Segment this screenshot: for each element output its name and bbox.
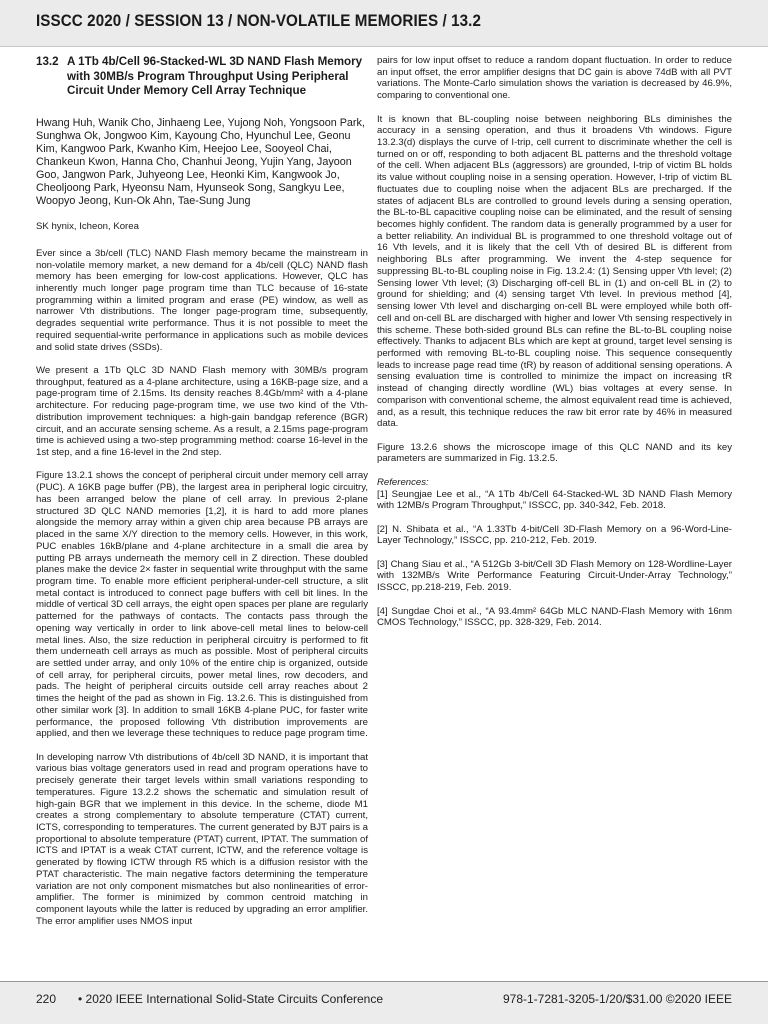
running-head: ISSCC 2020 / SESSION 13 / NON-VOLATILE MEMORIES / 13.2 [36, 12, 482, 30]
page-footer [0, 982, 768, 1024]
reference-item: [4] Sungdae Choi et al., “A 93.4mm² 64Gb MLC NAND-Flash Memory with 16nm CMOS Technology,” ISSCC, pp. 328-329, Feb. 2014. [377, 605, 732, 629]
isbn-copyright: 978-1-7281-3205-1/20/$31.00 ©2020 IEEE [502, 992, 732, 1006]
paper-title: A 1Tb 4b/Cell 96-Stacked-WL 3D NAND Flash Memory with 30MB/s Program Throughput Using Peripheral Circuit Under Memory Cell Array Technique [67, 55, 363, 97]
paragraph: In developing narrow Vth distributions of 4b/cell 3D NAND, it is important that various bias voltage generators used in read and program operations have to precisely generate their target levels within small variations responding to temperatures. Figure 13.2.2 shows the schematic and simulation result of high-gain BGR that we implement in this device. In the scheme, diode M1 creates a strong complementary to absolute temperature (CTAT) current, ICTS, corresponding to temperatures. The current generated by BJT pairs is a proportional to absolute temperature (PTAT) current, IPTAT. The summation of ICTS and IPTAT is a weak CTAT current, ICTW, and the reference voltage is generated by flowing ICTW through R5 which is a diffusion resistor with the PTAT characteristic. The main negative factors determining the temperature variation are not only component mismatches but also nonlinearities of error-amplifier. The former is minimized by common centroid matching in component layouts while the latter is reduced by upgrading an error amplifier. The error amplifier uses NMOS input [36, 751, 368, 927]
paragraph: We present a 1Tb QLC 3D NAND Flash memory with 30MB/s program throughput, featured as a 4-plane architecture, using a 16KB-page size, and a page-program time of 2.15ms. Its density reaches 8.4Gb/mm² with a 4-plane architecture. For reducing page-program time, we use two kind of the Vth-distribution improvement techniques: a high-gain bandgap reference (BGR) circuit, and an accurate sensing scheme. As a result, a 2.15ms page-program time is achieved using a two-step programming method: coarse 16-level in the 1st step, and a fine 16-level in the 2nd step. [36, 365, 368, 459]
paper-number: 13.2 [36, 55, 59, 68]
references-heading: References: [377, 476, 429, 488]
paragraph: Figure 13.2.1 shows the concept of peripheral circuit under memory cell array (PUC). A 16KB page buffer (PB), the largest area in peripheral logic circuitry, has been arranged below the plane of cell array. In previous 2-plane structured 3D QLC NAND memories [1,2], it is hard to add more planes alongside the memory array within a given chip area because PB arrays are placed in the same X/Y direction to the memory cells. However, in this work, PUC enables 16kB/plane and 4-plane architecture in a small die area by putting PB arrays underneath the memory cell in Z direction. These doubled planes make the device 2× faster in sequential write throughput with the same program time. To enable more efficient peripheral-under-cell structure, a slit metal contact is introduced to connect page buffers with cell bit lines. In the middle of vertical 3D cell arrays, the eight open spaces per plane are regularly patterned for the pathways of contacts. The contacts pass through the opening way vertically in order to link above-cell metal lines to below-cell metal lines. Also, the size reduction in peripheral circuitry is performed to fit them underneath cell arrays as much as possible. Most of peripheral circuits are settled under array, and only 10% of the entire chip is organized, outside of cell array, for peripheral circuits, power metal lines, row decoders, and pads. The height of peripheral circuits outside cell array reaches about 2 times the height of the pad as shown in Fig. 13.2.6. This is distinguished from other similar work [3]. In addition to small 16KB 4-plane PUC, for faster write performance, the proposed following Vth distribution improvements are applied, and then we leverage these techniques to reduce page program time. [36, 470, 368, 740]
paragraph: pairs for low input offset to reduce a random dopant fluctuation. In order to reduce an input offset, the error amplifier designs that DC gain is above 74dB with all PVT variations. The Monte-Carlo simulation shows the variation is decreased by 46.9%, comparing to conventional one. [377, 55, 732, 102]
reference-item: [2] N. Shibata et al., “A 1.33Tb 4-bit/Cell 3D-Flash Memory on a 96-Word-Line-Layer Technology,” ISSCC, pp. 210-212, Feb. 2019. [377, 523, 732, 547]
conference-name: • 2020 IEEE International Solid-State Circuits Conference [78, 992, 384, 1006]
left-column [36, 55, 368, 939]
paragraph: Ever since a 3b/cell (TLC) NAND Flash memory became the mainstream in non-volatile memory market, a new demand for a 4b/cell (QLC) NAND flash memory has been emerging for low-cost applications. However, QLC has inherently much longer page program time than TLC because of 16-state programming within a limited program and erase (PE) window, as well as narrower Vth distributions. The longer page-program time, subsequently, degrades sequential write performance. Thus it is not possible to meet the required sequential-write performance in applications such as mobile devices and solid state drives (SSDs). [36, 247, 368, 353]
paragraph: Figure 13.2.6 shows the microscope image of this QLC NAND and its key parameters are summarized in Fig. 13.2.5. [377, 441, 732, 465]
page-header [0, 0, 768, 47]
reference-item: [1] Seungjae Lee et al., “A 1Tb 4b/Cell 64-Stacked-WL 3D NAND Flash Memory with 12MB/s Program Throughput,” ISSCC, pp. 340-342, Feb. 2018. [377, 488, 732, 512]
paper-title-block [36, 55, 368, 99]
affiliation: SK hynix, Icheon, Korea [36, 221, 139, 233]
paragraph: It is known that BL-coupling noise between neighboring BLs diminishes the accuracy in a sensing operation, and thus it broadens Vth windows. Figure 13.2.3(d) displays the curve of I-trip, cell current to discriminate whether the cell is turned on or off, responding to both adjacent BL patterns and the threshold voltage of the cell. When adjacent BLs (aggressors) are grounded, I-trip of victim BL holds its value without coupling noise in a sensing operation. However, I-trip of victim BL fluctuates due to coupling noise when the adjacent BLs are precharged. If the states of adjacent BLs are controlled to ground levels during a sensing operation, the BL-to-BL capacitive coupling noise can be eliminated, and the result of sensing becomes highly confident. The random data is generally programmed by a user for a better reliability. An individual BL is programmed to one threshold voltage out of 16 Vth levels, and it is likely that the cell Vth of desired BL is different from neighboring BLs after programming. We invent the 4-step sequence for suppressing BL-to-BL coupling noise in Fig. 13.2.4: (1) Sensing upper Vth level; (2) Sensing lower Vth level; (3) Discharging off-cell BL in (1) and on-cell BL in (2) to ground for shielding; and (4) sensing target Vth level. In previous method [4], sensing lower Vth level and discharging on-cell BL were employed while both off-cell and on-cell BL are discharged with higher and lower Vth sensing respectively in this scheme. These both-sided ground BLs can refine the BL-to-BL coupling noise effectively. Thanks to adjacent BLs which are kept at ground, target level sensing is performed with removing BL-to-BL coupling noise. This sequence consequently leads to increase page read time (tR) by reason of additional sensing operations. A sensing evaluation time is controlled to minimize the impact on increasing tR instead of changing directly wordline (WL) bias voltages at every sense. In comparison with conventional scheme, the almost equivalent read time is achieved, and, as a result, this technique reduces the raw bit error rate by 46% in measured data. [377, 113, 732, 430]
author-list: Hwang Huh, Wanik Cho, Jinhaeng Lee, Yujong Noh, Yongsoon Park, Sunghwa Ok, Jongwoo Kim, Kayoung Cho, Hyunchul Lee, Geonu Kim, Kangwoo Park, Kwanho Kim, Heejoo Lee, Sooyeol Chai, Chankeun Kwon, Hanna Cho, Chanhui Jeong, Yujin Yang, Jayoon Goo, Jangwon Park, Juhyeong Lee, Heonki Kim, Kangwook Jo, Cheoljoong Park, Hyeonsu Nam, Hyunseok Song, Sangkyu Lee, Woopyo Jeong, Kun-Ok Ahn, Tae-Sung Jung [36, 116, 365, 208]
reference-item: [3] Chang Siau et al., “A 512Gb 3-bit/Cell 3D Flash Memory on 128-Wordline-Layer with 132MB/s Write Performance Featuring Circuit-Under-Array Technology,” ISSCC, pp.218-219, Feb. 2019. [377, 558, 732, 594]
right-column [377, 55, 732, 641]
page-number: 220 [36, 992, 57, 1006]
